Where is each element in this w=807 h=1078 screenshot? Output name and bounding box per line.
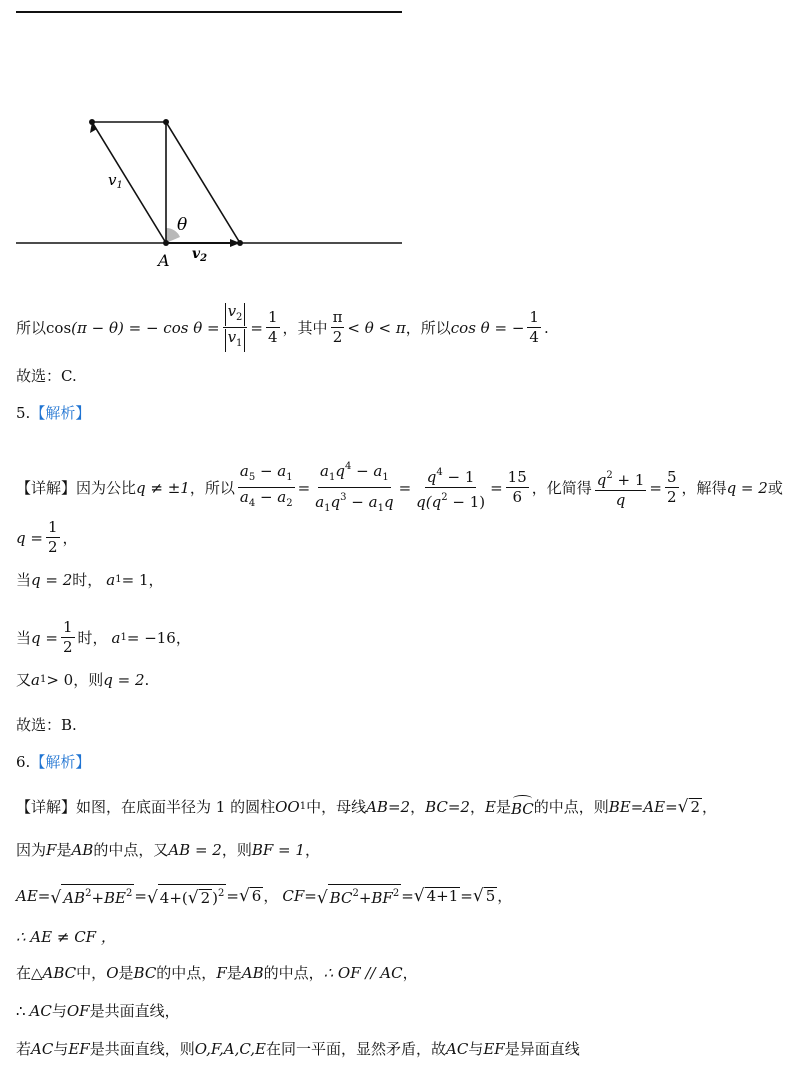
point [237, 240, 243, 246]
fraction: $\frac{5}{2}$ [667, 468, 677, 506]
answer-c: 故选：C. [16, 367, 77, 385]
sqrt: √ $AB^2+BE^2$ [50, 884, 134, 907]
text-line-case-q2: 当 q = 2 时， a 1 = 1 ， [16, 571, 164, 589]
arc-bc: BC [511, 795, 534, 819]
vector-v1 [92, 122, 166, 243]
fraction: $\frac{1}{2}$ [62, 618, 73, 656]
label-v1: $v_1$ [108, 171, 123, 191]
fraction: $\frac{1}{4}$ [268, 308, 278, 346]
vector-figure [0, 100, 420, 280]
text-line-coplanar: ∴ AC 与 OF 是共面直线， [16, 1002, 180, 1020]
sqrt: √ 5 [472, 885, 496, 906]
section-6-heading: 6. 【解析】 [16, 753, 91, 771]
text-line-ae-neq-cf: ∴ AE ≠ CF ， [16, 928, 116, 946]
text-line-case-qhalf: 当 q = $\frac{1}{2}$ 时， a 1 = −16 ， [16, 618, 191, 656]
fraction: $\frac{1}{4}$ [529, 308, 539, 346]
text-line-lengths: AE= √ $AB^2+BE^2$ = √ 4+( √ 2 )$^2$ = √ 6 ， CF= √ $BC^2+BF^2$ = √ 4+1 = √ 5 ， [16, 885, 513, 908]
top-rule [16, 11, 402, 13]
text-line-ratio: 【详解】因为公比 q ≠ ±1 ，所以 $\frac{a_5 - a_1}{a_4 - a_2}$ = $\frac{a_1q^4 - a_1}{a_1q^3 - a_1q}$ = $\frac{q^4 - 1}{q(q^2 - 1)}$ = $\frac{15}{6}$ ，化简得 $\frac{q^2 + 1}{q}$ = $\frac{5}{2}$ ，解得 q = 2 或 [16, 458, 783, 517]
text-line-skew: 若 AC 与 EF 是共面直线，则 O,F,A,C,E 在同一平面，显然矛盾，故 AC 与 EF 是异面直线 [16, 1040, 580, 1058]
fraction: $\frac{1}{2}$ [47, 518, 58, 556]
text-line-cylinder: 【详解】如图，在底面半径为 1 的圆柱 OO 1 中，母线 AB=2 ， BC=2 ， E 是 BC 的中点，则 BE=AE= √ 2 ， [16, 797, 718, 818]
fraction: $\frac{15}{6}$ [507, 468, 527, 506]
text-line-conclusion: 又 a 1 > 0 ，则 q = 2 . [16, 671, 150, 689]
label-v2: $v_2$ [192, 246, 208, 264]
fraction: $\frac{q^2 + 1}{q}$ [595, 467, 647, 509]
label-theta: θ [177, 215, 188, 235]
text-line-midpoint-f: 因为 F 是 AB 的中点，又 AB = 2 ，则 BF = 1 ， [16, 841, 320, 859]
section-5-heading: 5. 【解析】 [16, 404, 91, 422]
fraction: $\frac{\pi}{2}$ [332, 308, 343, 346]
point [163, 119, 169, 125]
point-A [163, 240, 169, 246]
fraction: $\frac{v_2}{v_1}$ [223, 303, 248, 352]
point [89, 119, 95, 125]
sqrt: √ 4+( √ 2 )$^2$ [147, 884, 226, 907]
fraction: $\frac{a_5 - a_1}{a_4 - a_2}$ [239, 462, 293, 509]
sqrt: √ 4+1 [413, 885, 459, 906]
answer-b: 故选：B. [16, 716, 77, 734]
fraction: $\frac{a_1q^4 - a_1}{a_1q^3 - a_1q}$ [313, 458, 395, 517]
sqrt: √ $BC^2+BF^2$ [317, 884, 401, 907]
label-A: A [158, 251, 170, 270]
text-line-triangle: 在 △ABC 中， O 是 BC 的中点， F 是 AB 的中点， ∴ OF // AC ， [16, 964, 418, 982]
sqrt: √ 6 [238, 885, 262, 906]
text-line-cos: 所以 cos (π − θ) = − cos θ = $\frac{v_2}{v_1}$ = $\frac{1}{4}$ ，其中 $\frac{\pi}{2}$ < θ < π ，所以 cos θ = − $\frac{1}{4}$ . [16, 303, 549, 352]
fraction: $\frac{q^4 - 1}{q(q^2 - 1)}$ [414, 464, 487, 511]
sqrt: √ 2 [677, 797, 701, 817]
text-line-q-half: q = $\frac{1}{2}$ ， [16, 518, 78, 556]
